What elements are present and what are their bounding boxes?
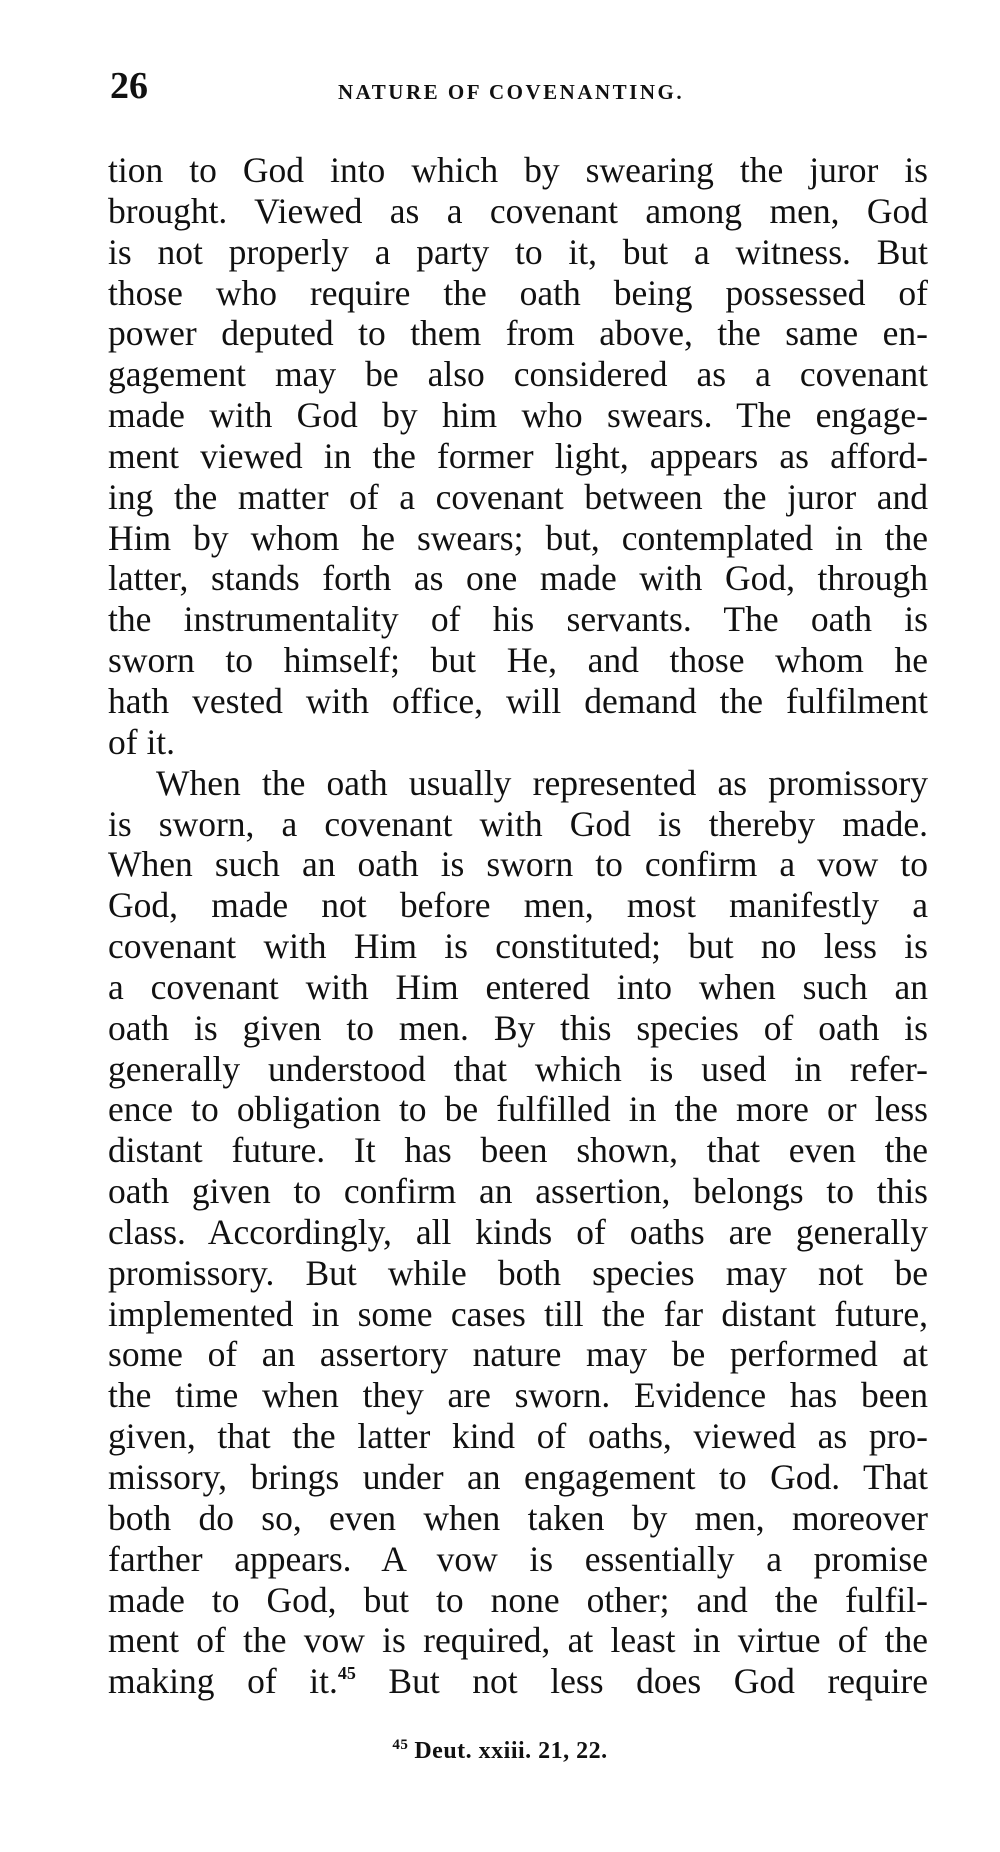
text-line: missory, brings under an engagement to God. That (108, 1457, 928, 1497)
text-line: tion to God into which by swearing the juror is (108, 150, 928, 190)
text-line: oath given to confirm an assertion, belongs to this (108, 1171, 928, 1212)
text-line: class. Accordingly, all kinds of oaths are generally (108, 1211, 928, 1252)
text-line: made with God by him who swears. The engage- (108, 395, 928, 436)
text-line: implemented in some cases till the far distant future, (108, 1293, 928, 1334)
text-line: hath vested with office, will demand the fulfilment (108, 680, 928, 721)
text-line: farther appears. A vow is essentially a promise (108, 1538, 928, 1579)
footnote (0, 1738, 1000, 1765)
text-line: ment of the vow is required, at least in virtue of the (108, 1620, 928, 1661)
text-line: distant future. It has been shown, that even the (108, 1130, 928, 1171)
text-line: given, that the latter kind of oaths, viewed as pro- (108, 1416, 928, 1457)
text-line: is not properly a party to it, but a witness. But (108, 231, 928, 272)
text-line: God, made not before men, most manifestly a (108, 885, 928, 926)
text-line: ence to obligation to be fulfilled in the more or less (108, 1089, 928, 1130)
text-line: When such an oath is sworn to confirm a vow to (108, 844, 928, 885)
paragraph-start-line: When the oath usually represented as promissory (156, 762, 928, 803)
text-line: gagement may be also considered as a covenant (108, 354, 928, 395)
text-line: promissory. But while both species may not be (108, 1252, 928, 1293)
running-head (110, 60, 910, 120)
text-line: brought. Viewed as a covenant among men, God (108, 190, 928, 231)
final-line-start: making of it. (108, 1661, 338, 1702)
final-line-end: But not less does God require (355, 1661, 929, 1702)
text-line: sworn to himself; but He, and those whom he (108, 640, 928, 681)
text-line: is sworn, a covenant with God is thereby made. (108, 803, 928, 844)
text-line: a covenant with Him entered into when such an (108, 966, 928, 1007)
text-line: some of an assertory nature may be performed at (108, 1334, 928, 1375)
footnote-reference[interactable]: 45 (337, 1663, 356, 1684)
page-number: 26 (110, 65, 148, 107)
text-line: oath is given to men. By this species of oath is (108, 1007, 928, 1048)
text-line: ing the matter of a covenant between the juror and (108, 476, 928, 517)
text-line: covenant with Him is constituted; but no less is (108, 926, 928, 967)
footnote-marker: 45 (392, 1737, 409, 1753)
running-title: NATURE OF COVENANTING. (338, 80, 685, 104)
paragraph-end-line: of it. (108, 721, 176, 762)
text-line: those who require the oath being possessed of (108, 272, 928, 313)
final-text-line (108, 1661, 928, 1702)
text-line: power deputed to them from above, the same en- (108, 313, 928, 354)
text-line: the time when they are sworn. Evidence has been (108, 1375, 928, 1416)
text-line: generally understood that which is used in refer- (108, 1048, 928, 1089)
text-line: ment viewed in the former light, appears as afford- (108, 435, 928, 476)
text-line: Him by whom he swears; but, contemplated in the (108, 517, 928, 558)
body-text (108, 150, 928, 1702)
text-line: the instrumentality of his servants. The oath is (108, 599, 928, 640)
footnote-text: Deut. xxiii. 21, 22. (414, 1738, 608, 1764)
text-line: both do so, even when taken by men, moreover (108, 1497, 928, 1538)
text-line: latter, stands forth as one made with God, through (108, 558, 928, 599)
text-line: made to God, but to none other; and the fulfil- (108, 1579, 928, 1620)
